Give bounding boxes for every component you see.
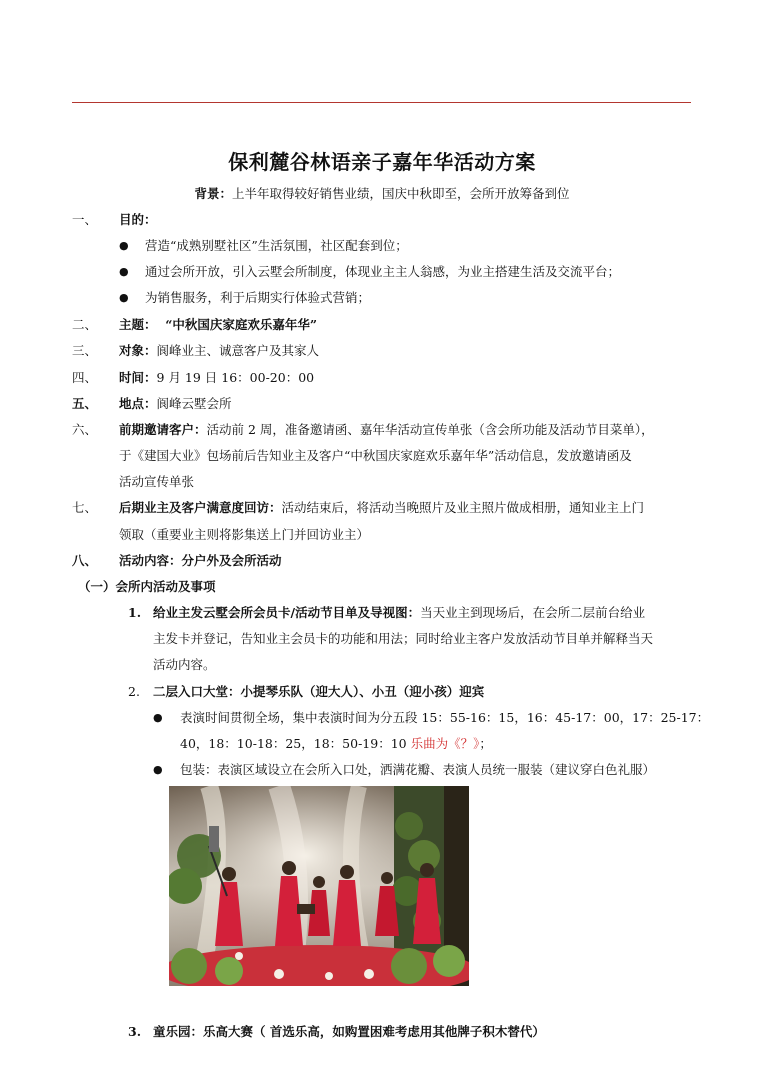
- membership-text-3: 活动内容。: [153, 657, 216, 672]
- header-rule: [72, 102, 691, 103]
- section-number: 一、: [72, 212, 98, 227]
- section-invitation: [119, 422, 654, 438]
- membership-label: 给业主发云墅会所会员卡/活动节目单及导视图：: [153, 605, 421, 620]
- followup-text-1: 活动结束后，将活动当晚照片及业主照片做成相册，通知业主上门: [281, 500, 645, 515]
- section-activities: 活动内容：分户外及会所活动: [119, 553, 282, 568]
- item-number: 2.: [128, 684, 140, 699]
- packaging-text: 包装：表演区域设立在会所入口处，洒满花瓣、表演人员统一服装（建议穿白色礼服）: [180, 762, 656, 777]
- section-followup: [119, 500, 644, 516]
- membership-text-2: 主发卡并登记，告知业主会员卡的功能和用法；同时给业主客户发放活动节目单并解释当天: [153, 631, 654, 646]
- performance-time-1: 表演时间贯彻全场，集中表演时间为分五段 15：55-16：15，16：45-17：00，17：25-17：: [180, 710, 710, 725]
- goal-item: 营造“成熟别墅社区”生活氛围，社区配套到位；: [145, 238, 408, 253]
- goal-item: 为销售服务，利于后期实行体验式营销；: [145, 290, 371, 305]
- bullet-icon: ●: [153, 711, 163, 724]
- followup-text-2: 领取（重要业主则将影集送上门并回访业主）: [119, 527, 370, 542]
- time-label: 时间：: [119, 370, 157, 385]
- background-text: 上半年取得较好销售业绩，国庆中秋即至，会所开放筹备到位: [232, 186, 570, 201]
- location-label: 地点：: [119, 396, 157, 411]
- audience-text: 阆峰业主、诚意客户及其家人: [156, 343, 320, 358]
- section-number: 四、: [72, 370, 98, 385]
- invitation-text-1: 活动前 2 周，准备邀请函、嘉年华活动宣传单张（含会所功能及活动节目菜单），: [206, 422, 654, 437]
- section-number: 五、: [72, 396, 98, 411]
- performance-time-2-text: 40，18：10-18：25，18：50-19：10: [180, 736, 411, 751]
- section-location: [119, 396, 232, 412]
- performance-photo: [169, 786, 469, 986]
- invitation-text-2: 于《建国大业》包场前后告知业主及客户“中秋国庆家庭欢乐嘉年华”活动信息，发放邀请函及: [119, 448, 632, 463]
- section-number: 三、: [72, 343, 98, 358]
- time-text: 9 月 19 日 16：00-20：00: [156, 370, 315, 385]
- bullet-icon: ●: [119, 239, 129, 252]
- theme-label: 主题：: [119, 317, 157, 332]
- item-number: 1.: [128, 605, 142, 620]
- location-text: 阆峰云墅会所: [156, 396, 232, 411]
- section-heading-goals: 目的：: [119, 212, 157, 227]
- followup-label: 后期业主及客户满意度回访：: [119, 500, 282, 515]
- item-membership: [153, 605, 645, 621]
- section-number: 六、: [72, 422, 98, 437]
- item-lego: 童乐园：乐高大赛（ 首选乐高，如购置困难考虑用其他牌子积木替代）: [153, 1024, 545, 1039]
- membership-text-1: 当天业主到现场后，在会所二层前台给业: [420, 605, 646, 620]
- section-time: [119, 370, 314, 386]
- bullet-icon: ●: [119, 291, 129, 304]
- invitation-label: 前期邀请客户：: [119, 422, 207, 437]
- background-line: [0, 186, 764, 202]
- music-placeholder: 乐曲为《？》: [410, 736, 480, 751]
- theme-text: “中秋国庆家庭欢乐嘉年华”: [165, 317, 318, 332]
- section-number: 七、: [72, 500, 98, 515]
- invitation-text-3: 活动宣传单张: [119, 474, 195, 489]
- performance-time-2-end: ；: [479, 736, 492, 751]
- item-lobby: 二层入口大堂：小提琴乐队（迎大人）、小丑（迎小孩）迎宾: [153, 684, 485, 699]
- item-number: 3.: [128, 1024, 142, 1039]
- bullet-icon: ●: [153, 763, 163, 776]
- section-number: 八、: [72, 553, 98, 568]
- section-theme: [119, 317, 317, 333]
- audience-label: 对象：: [119, 343, 157, 358]
- bullet-icon: ●: [119, 265, 129, 278]
- section-number: 二、: [72, 317, 98, 332]
- background-label: 背景：: [194, 186, 232, 201]
- goal-item: 通过会所开放，引入云墅会所制度，体现业主主人翁感，为业主搭建生活及交流平台；: [145, 264, 621, 279]
- subsection-heading: （一）会所内活动及事项: [78, 579, 216, 594]
- performance-time-2: [180, 736, 492, 752]
- page-title: 保利麓谷林语亲子嘉年华活动方案: [228, 150, 536, 174]
- section-audience: [119, 343, 319, 359]
